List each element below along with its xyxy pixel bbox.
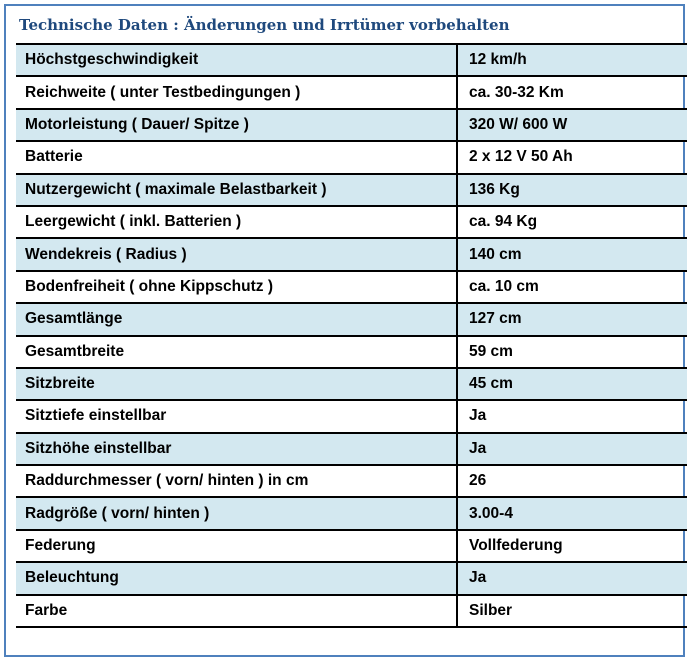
table-row: [16, 238, 687, 270]
table-row: [16, 174, 687, 206]
table-row: [16, 368, 687, 400]
spec-label: Sitzbreite: [16, 368, 457, 400]
spec-value: 45 cm: [457, 368, 687, 400]
table-row: [16, 303, 687, 335]
table-row: [16, 465, 687, 497]
spec-value: 12 km/h: [457, 44, 687, 76]
spec-value: ca. 30-32 Km: [457, 76, 687, 108]
table-row: [16, 400, 687, 432]
spec-label: Farbe: [16, 595, 457, 627]
spec-value: 59 cm: [457, 336, 687, 368]
spec-label: Sitztiefe einstellbar: [16, 400, 457, 432]
spec-label: Raddurchmesser ( vorn/ hinten ) in cm: [16, 465, 457, 497]
table-row: [16, 206, 687, 238]
spec-value: Ja: [457, 562, 687, 594]
spec-value: 2 x 12 V 50 Ah: [457, 141, 687, 173]
table-row: [16, 530, 687, 562]
spec-label: Wendekreis ( Radius ): [16, 238, 457, 270]
table-row: [16, 562, 687, 594]
table-row: [16, 141, 687, 173]
spec-label: Reichweite ( unter Testbedingungen ): [16, 76, 457, 108]
spec-value: Ja: [457, 400, 687, 432]
spec-label: Leergewicht ( inkl. Batterien ): [16, 206, 457, 238]
table-row: [16, 76, 687, 108]
spec-label: Batterie: [16, 141, 457, 173]
spec-value: 3.00-4: [457, 497, 687, 529]
spec-value: ca. 10 cm: [457, 271, 687, 303]
table-row: [16, 433, 687, 465]
table-row: [16, 336, 687, 368]
spec-label: Beleuchtung: [16, 562, 457, 594]
spec-label: Motorleistung ( Dauer/ Spitze ): [16, 109, 457, 141]
table-row: [16, 271, 687, 303]
spec-label: Nutzergewicht ( maximale Belastbarkeit ): [16, 174, 457, 206]
spec-label: Federung: [16, 530, 457, 562]
spec-value: 320 W/ 600 W: [457, 109, 687, 141]
table-row: [16, 497, 687, 529]
spec-value: 26: [457, 465, 687, 497]
spec-label: Bodenfreiheit ( ohne Kippschutz ): [16, 271, 457, 303]
spec-value: Vollfederung: [457, 530, 687, 562]
spec-value: 140 cm: [457, 238, 687, 270]
spec-value: Silber: [457, 595, 687, 627]
table-row: [16, 109, 687, 141]
spec-value: 136 Kg: [457, 174, 687, 206]
spec-sheet-frame: [4, 4, 685, 657]
spec-label: Radgröße ( vorn/ hinten ): [16, 497, 457, 529]
spec-label: Höchstgeschwindigkeit: [16, 44, 457, 76]
table-row: [16, 595, 687, 627]
spec-value: Ja: [457, 433, 687, 465]
spec-sheet-title: Technische Daten : Änderungen und Irrtümer vorbehalten: [19, 16, 510, 34]
spec-label: Gesamtlänge: [16, 303, 457, 335]
spec-label: Sitzhöhe einstellbar: [16, 433, 457, 465]
spec-label: Gesamtbreite: [16, 336, 457, 368]
spec-value: ca. 94 Kg: [457, 206, 687, 238]
spec-value: 127 cm: [457, 303, 687, 335]
spec-table: [16, 43, 687, 628]
table-row: [16, 44, 687, 76]
